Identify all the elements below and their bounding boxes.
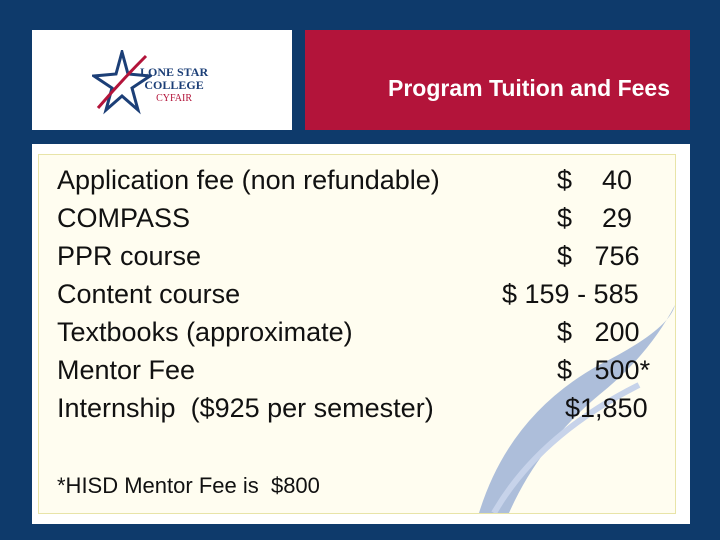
fee-amount: $ 756 [557,241,640,271]
page-title: Program Tuition and Fees [388,75,670,101]
fee-label: PPR course [57,241,202,271]
logo-text [140,66,208,105]
fee-row [57,317,675,355]
fee-amount: $ 200 [557,317,640,347]
fee-amount: $ 29 [557,203,633,233]
fee-label: Mentor Fee [57,355,196,385]
fee-label: Textbooks (approximate) [57,317,353,347]
fee-row [57,203,675,241]
fee-label: Application fee (non refundable) [57,165,440,195]
fee-label: Internship ($925 per semester) [57,393,434,423]
fee-label: Content course [57,279,241,309]
logo-line-3: CYFAIR [156,93,193,104]
fee-row [57,241,675,279]
fee-row [57,355,675,393]
fee-amount: $ 500* [557,355,651,385]
fee-amount: $1,850 [565,393,648,423]
logo-panel [32,30,292,130]
fee-amount: $ 159 - 585 [502,279,639,309]
fee-row [57,279,675,317]
fee-amount: $ 40 [557,165,633,195]
fee-row [57,165,675,203]
logo-line-1: LONE STAR [140,65,209,79]
title-panel [305,30,690,130]
footnote: *HISD Mentor Fee is $800 [57,473,320,498]
fees-panel [32,144,690,524]
fee-label: COMPASS [57,203,191,233]
logo-line-2: COLLEGE [144,78,204,92]
fees-list [38,154,676,514]
fee-row [57,393,675,431]
